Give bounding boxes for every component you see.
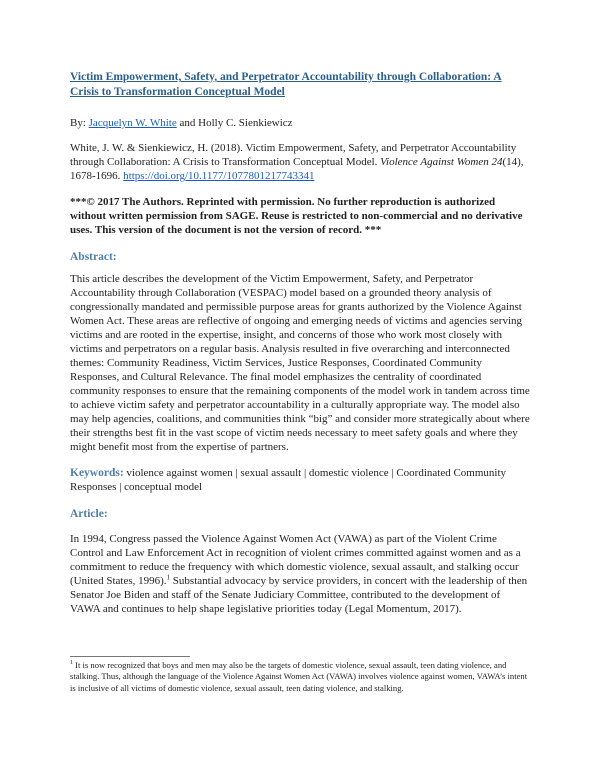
article-body xyxy=(70,532,532,616)
copyright-notice: ***© 2017 The Authors. Reprinted with permission. No further reproduction is authorized without written permission from SAGE. Reuse is restricted to non-commercial and no derivative uses. This version of the document is not the version of record. *** xyxy=(70,196,523,236)
citation-text: White, J. W. & Sienkiewicz, H. (2018). Victim Empowerment, Safety, and Perpetrator Accountability through Collaboration: A Crisis to Transformation Conceptual Model. xyxy=(70,142,517,168)
footnote-text: It is now recognized that boys and men may also be the targets of domestic violence, sexual assault, teen dating violence, and stalking. Thus, although the language of the Violence Against Women Act (VAWA) involves violence against women, VAWA’s intent is inclusive of all victims of domestic violence, sexual assault, teen dating violence, and stalking. xyxy=(70,660,528,693)
keywords-label: Keywords: xyxy=(70,467,124,479)
footnote-marker: 1 xyxy=(166,573,171,582)
article-heading: Article: xyxy=(70,508,108,520)
doi-link[interactable]: https://doi.org/10.1177/1077801217743341 xyxy=(123,170,315,182)
keywords-text: violence against women | sexual assault | domestic violence | Coordinated Community Responses | conceptual model xyxy=(70,467,507,493)
abstract-body: This article describes the development of the Victim Empowerment, Safety, and Perpetrator Accountability through Collaboration (VESPAC) model based on a grounded theory analysis of congressionally mandated and permissible purpose areas for grants authorized by the Violence Against Women Act. These areas are reflective of ongoing and emerging needs of victims and agencies serving victims and are rooted in the expertise, insight, and concerns of those who work most closely with victims and perpetrators on a regular basis. Analysis resulted in five overarching and interconnected themes: Community Readiness, Victim Services, Justice Responses, Coordinated Community Responses, and Cultural Relevance. The final model emphasizes the centrality of coordinated community responses to ensure that the remaining components of the model work in tandem across time to achieve victim safety and perpetrator accountability in a culturally appropriate way. The model also may help agencies, coalitions, and communities think “big” and consider more strategically about where their strengths best fit in the vast scope of victim needs necessary to meet safety goals and where they might benefit most from the expertise of partners. xyxy=(70,273,530,453)
abstract-heading: Abstract: xyxy=(70,251,117,263)
keywords xyxy=(70,466,532,494)
footnote-number: 1 xyxy=(70,660,73,667)
citation-issue: (14), 1678-1696. xyxy=(70,156,524,182)
citation-journal: Violence Against Women 24 xyxy=(380,156,503,168)
article-body-part2: Substantial advocacy by service providers, in concert with the leadership of then Senator Joe Biden and staff of the Senate Judiciary Committee, contributed to the development of VAWA and continues to help shape legislative priorities today (Legal Momentum, 2017). xyxy=(70,575,528,615)
byline-rest: and Holly C. Sienkiewicz xyxy=(176,117,293,129)
article-title[interactable]: Victim Empowerment, Safety, and Perpetrator Accountability through Collaboration: A Crisis to Transformation Conceptual Model xyxy=(70,71,502,98)
byline xyxy=(70,116,532,130)
footnote-divider xyxy=(70,656,190,657)
footnote xyxy=(70,660,532,694)
article-body-part1: In 1994, Congress passed the Violence Against Women Act (VAWA) as part of the Violent Crime Control and Law Enforcement Act in recognition of violent crimes committed against women and as a commitment to reduce the frequency with which domestic violence, sexual assault, and stalking occur (United States, 1996). xyxy=(70,533,521,587)
document-body xyxy=(70,70,532,616)
citation xyxy=(70,141,532,183)
author-link[interactable]: Jacquelyn W. White xyxy=(88,117,177,129)
byline-prefix: By: xyxy=(70,117,89,129)
